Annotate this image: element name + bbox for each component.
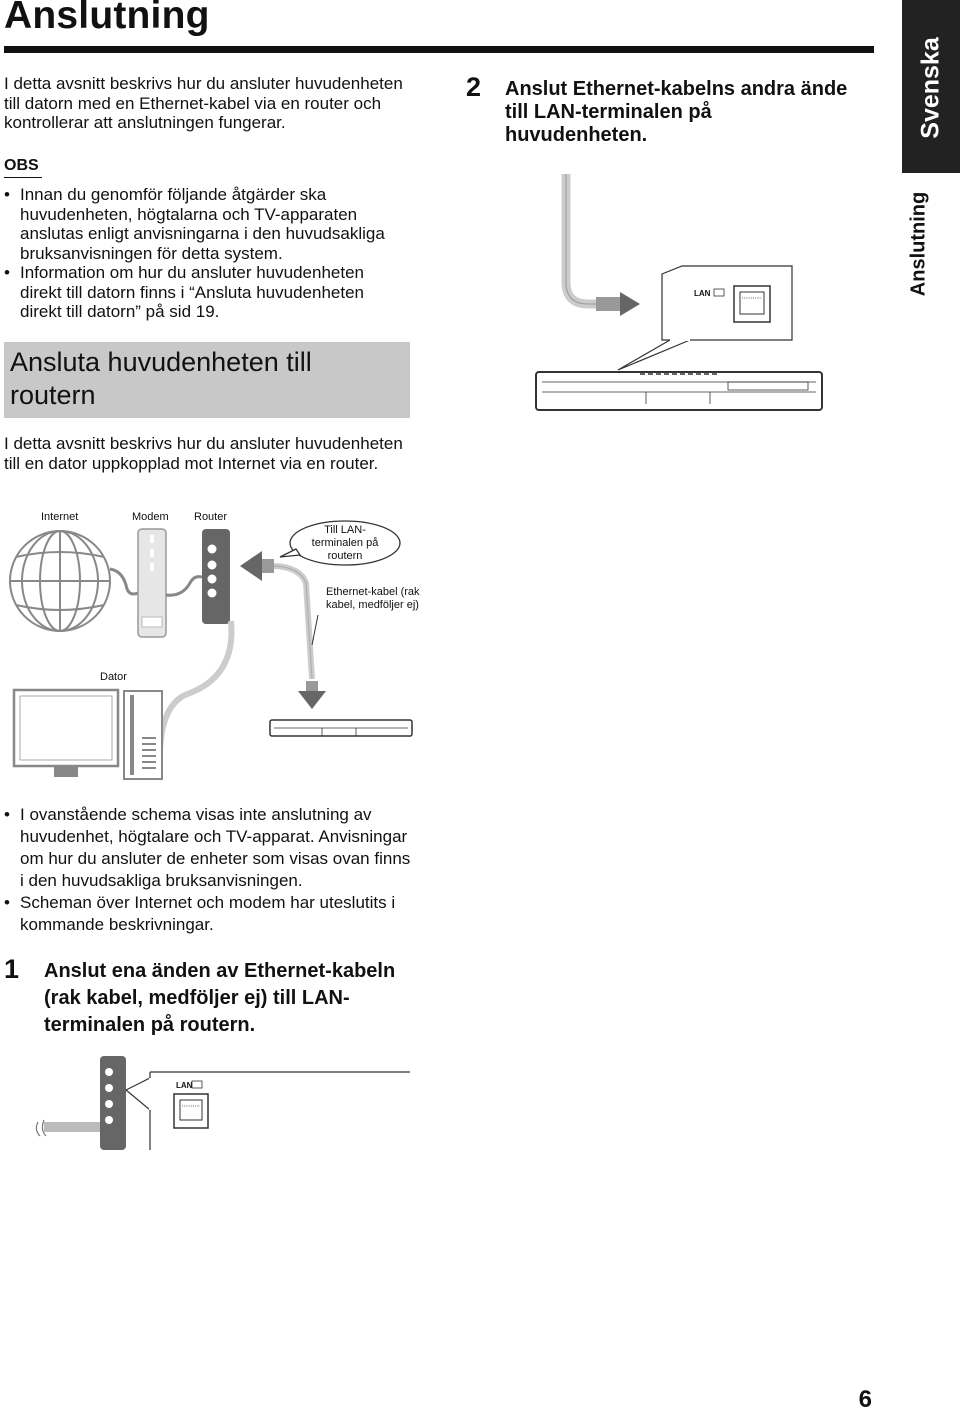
ethernet-cable-label: Ethernet-kabel (rak kabel, medföljer ej) xyxy=(326,586,420,611)
obs-heading: OBS xyxy=(4,157,39,174)
page-number: 6 xyxy=(858,1386,872,1413)
modem-router-cable xyxy=(166,577,202,596)
note-item: • I ovanstående schema visas inte anslutning av huvudenhet, högtalare och TV-apparat. Anvisningar om hur du ansluter de enheter som visas ovan finns i den huvudsakliga bruksanvisningen. xyxy=(4,804,416,892)
obs-item: • Information om hur du ansluter huvudenheten direkt till datorn finns i “Ansluta huvudenheten direkt till datorn” på sid 19. xyxy=(4,263,410,322)
step-1-illustration xyxy=(30,1050,410,1150)
svg-text:LAN: LAN xyxy=(694,289,711,298)
dator-label: Dator xyxy=(100,671,127,683)
note-item: • Scheman över Internet och modem har uteslutits i kommande beskrivningar. xyxy=(4,892,416,936)
modem-icon xyxy=(138,529,166,637)
language-tab-label: Svenska xyxy=(916,37,945,139)
internet-cable xyxy=(110,569,138,594)
modem-label: Modem xyxy=(132,511,169,523)
section-paragraph: I detta avsnitt beskrivs hur du ansluter huvudenheten till en dator uppkopplad mot Internet via en router. xyxy=(4,434,403,473)
step-1-text: Anslut ena änden av Ethernet-kabeln (rak kabel, medföljer ej) till LAN-terminalen på routern. xyxy=(44,960,396,1036)
lan-callout-label: Till LAN-terminalen på routern xyxy=(311,524,379,562)
main-unit-small-icon xyxy=(270,720,412,736)
ethernet-pointer xyxy=(312,615,318,645)
page-title: Anslutning xyxy=(4,0,210,37)
arrow-to-main-unit-icon xyxy=(298,681,326,709)
main-unit-icon xyxy=(536,372,822,410)
pc-cable xyxy=(160,621,232,765)
obs-item: • Innan du genomför följande åtgärder ska huvudenheten, högtalarna och TV-apparaten anslutas enligt anvisningarna i den huvudsakliga bruksanvisningen för detta system. xyxy=(4,185,410,263)
lan-port-callout xyxy=(126,1072,410,1150)
title-rule xyxy=(4,46,874,53)
arrow-to-lan-icon xyxy=(596,292,640,316)
section-heading: Ansluta huvudenheten till routern xyxy=(10,347,312,410)
arrow-to-router-icon xyxy=(240,551,274,581)
internet-label: Internet xyxy=(41,511,79,523)
step-2-illustration xyxy=(530,170,830,415)
router-icon xyxy=(202,529,230,624)
step-2-text: Anslut Ethernet-kabelns andra ände till LAN-terminalen på huvudenheten. xyxy=(505,78,848,146)
svg-text:LAN: LAN xyxy=(176,1081,193,1090)
obs-underline xyxy=(4,177,42,178)
step-2-number: 2 xyxy=(466,72,482,102)
intro-paragraph: I detta avsnitt beskrivs hur du ansluter huvudenheten till datorn med en Ethernet-kabel via en router och kontrollerar att anslutningen fungerar. xyxy=(4,74,403,132)
step-1-number: 1 xyxy=(4,954,20,984)
obs-list xyxy=(4,185,410,322)
notes-list xyxy=(4,804,416,936)
ethernet-cable xyxy=(566,174,596,304)
section-tab-label: Anslutning xyxy=(907,191,930,297)
network-diagram xyxy=(0,505,460,795)
cable-end xyxy=(44,1122,100,1132)
computer-icon xyxy=(14,690,162,779)
router-label: Router xyxy=(194,511,228,523)
internet-globe-icon xyxy=(10,531,110,631)
router-icon xyxy=(100,1056,126,1150)
